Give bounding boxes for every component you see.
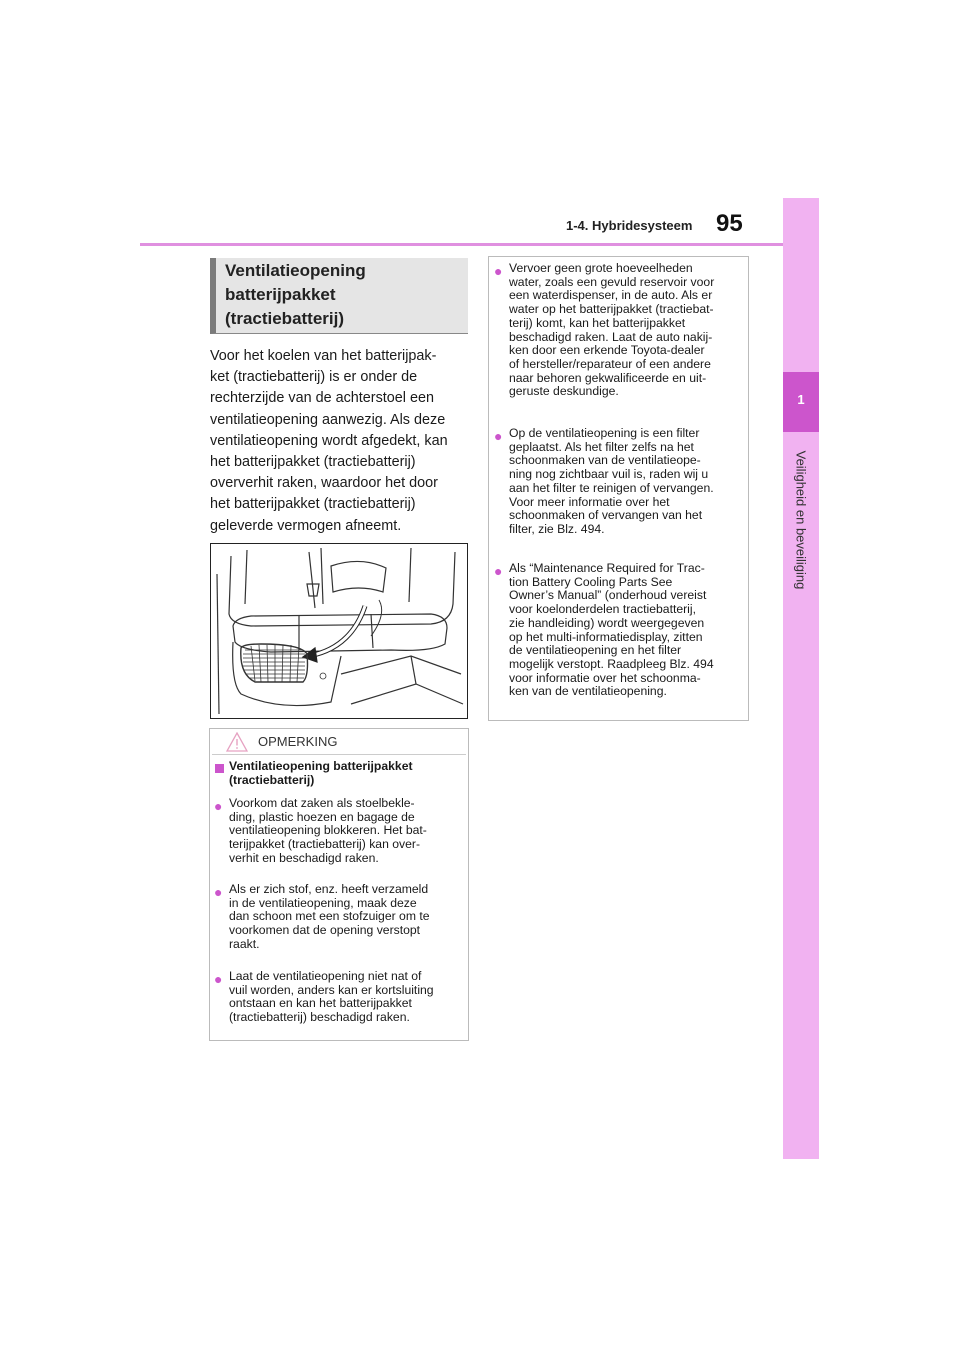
body-line: het batterijpakket (tractiebatterij) (210, 454, 416, 471)
note-subheading: Ventilatieopening batterijpakket (tractiebatterij) (229, 759, 413, 787)
body-line: ventilatieopening aanwezig. Als deze (210, 411, 446, 428)
header-divider (140, 243, 787, 246)
body-paragraph (210, 346, 472, 537)
note-bullet-item: Als er zich stof, enz. heeft verzameld in de ventilatieopening, maak deze dan schoon met een stofzuiger om te voorkomen dat de opening verstopt raakt. (229, 882, 430, 951)
section-heading-line: batterijpakket (225, 285, 336, 304)
section-heading-line: (tractiebatterij) (225, 309, 345, 328)
body-line: geleverde vermogen afneemt. (210, 517, 402, 534)
note-label: OPMERKING (258, 734, 338, 749)
warning-triangle-icon (226, 732, 248, 752)
info-bullet-item: Als “Maintenance Required for Trac- tion Battery Cooling Parts See Owner’s Manual” (onderhoud vereist voor koelonderdelen tractiebatterij, zie handleiding) wordt weergegeven op het multi-informatiedisplay, zitten de ventilatieopening en het filter mogelijk verstopt. Raadpleeg Blz. 494 voor informatie over het schoonma- ken van de ventilatieopening. (509, 561, 714, 699)
note-divider (212, 754, 466, 755)
vent-illustration (210, 543, 468, 719)
chapter-tab-label: Veiligheid en beveiliging (793, 450, 809, 590)
square-bullet-icon (215, 764, 224, 773)
round-bullet-icon: ● (494, 563, 503, 579)
note-bullet-item: Laat de ventilatieopening niet nat of vuil worden, anders kan er kortsluiting ontstaan en kan het batterijpakket (tractiebatterij) beschadigd raken. (229, 969, 434, 1025)
info-bullet-item: Op de ventilatieopening is een filter geplaatst. Als het filter zelfs na het schoonmaken van de ventilatieope- ning nog zichtbaar vuil is, raden wij u aan het filter te reinigen of vervangen. Voor meer informatie over het schoonmaken of vervangen van het filter, zie Blz. 494. (509, 426, 714, 536)
rear-seat-vent-drawing (211, 544, 467, 718)
section-heading-line: Ventilatieopening (225, 261, 366, 280)
round-bullet-icon: ● (214, 884, 223, 900)
body-line: Voor het koelen van het batterijpak- (210, 348, 437, 364)
body-line: oververhit raken, waardoor het door (210, 475, 438, 492)
body-line: ket (tractiebatterij) is er onder de (210, 369, 418, 386)
body-line: ventilatieopening wordt afgedekt, kan (210, 432, 448, 449)
chapter-tab-number: 1 (797, 392, 805, 407)
note-bullet-item: Voorkom dat zaken als stoelbekle- ding, plastic hoezen en bagage de ventilatieopening blokkeren. Het bat- terijpakket (tractiebatterij) kan over- verhit en beschadigd raken. (229, 796, 427, 865)
page-number: 95 (716, 210, 743, 237)
body-line: het batterijpakket (tractiebatterij) (210, 496, 416, 513)
round-bullet-icon: ● (494, 263, 503, 279)
section-title: 1-4. Hybridesysteem (566, 218, 693, 233)
chapter-tab-strip (783, 198, 819, 1159)
round-bullet-icon: ● (214, 971, 223, 987)
round-bullet-icon: ● (214, 798, 223, 814)
round-bullet-icon: ● (494, 428, 503, 444)
info-bullet-item: Vervoer geen grote hoeveelheden water, zoals een gevuld reservoir voor een waterdispenser, in de auto. Als er water op het batterijpakket (tractiebat- terij) komt, kan het batterijpakket beschadigd raken. Laat de auto nakij- ken door een erkende Toyota-dealer of hersteller/reparateur of een andere naar behoren gekwalificeerde en uit- geruste deskundige. (509, 261, 715, 399)
body-line: rechterzijde van de achterstoel een (210, 390, 434, 407)
